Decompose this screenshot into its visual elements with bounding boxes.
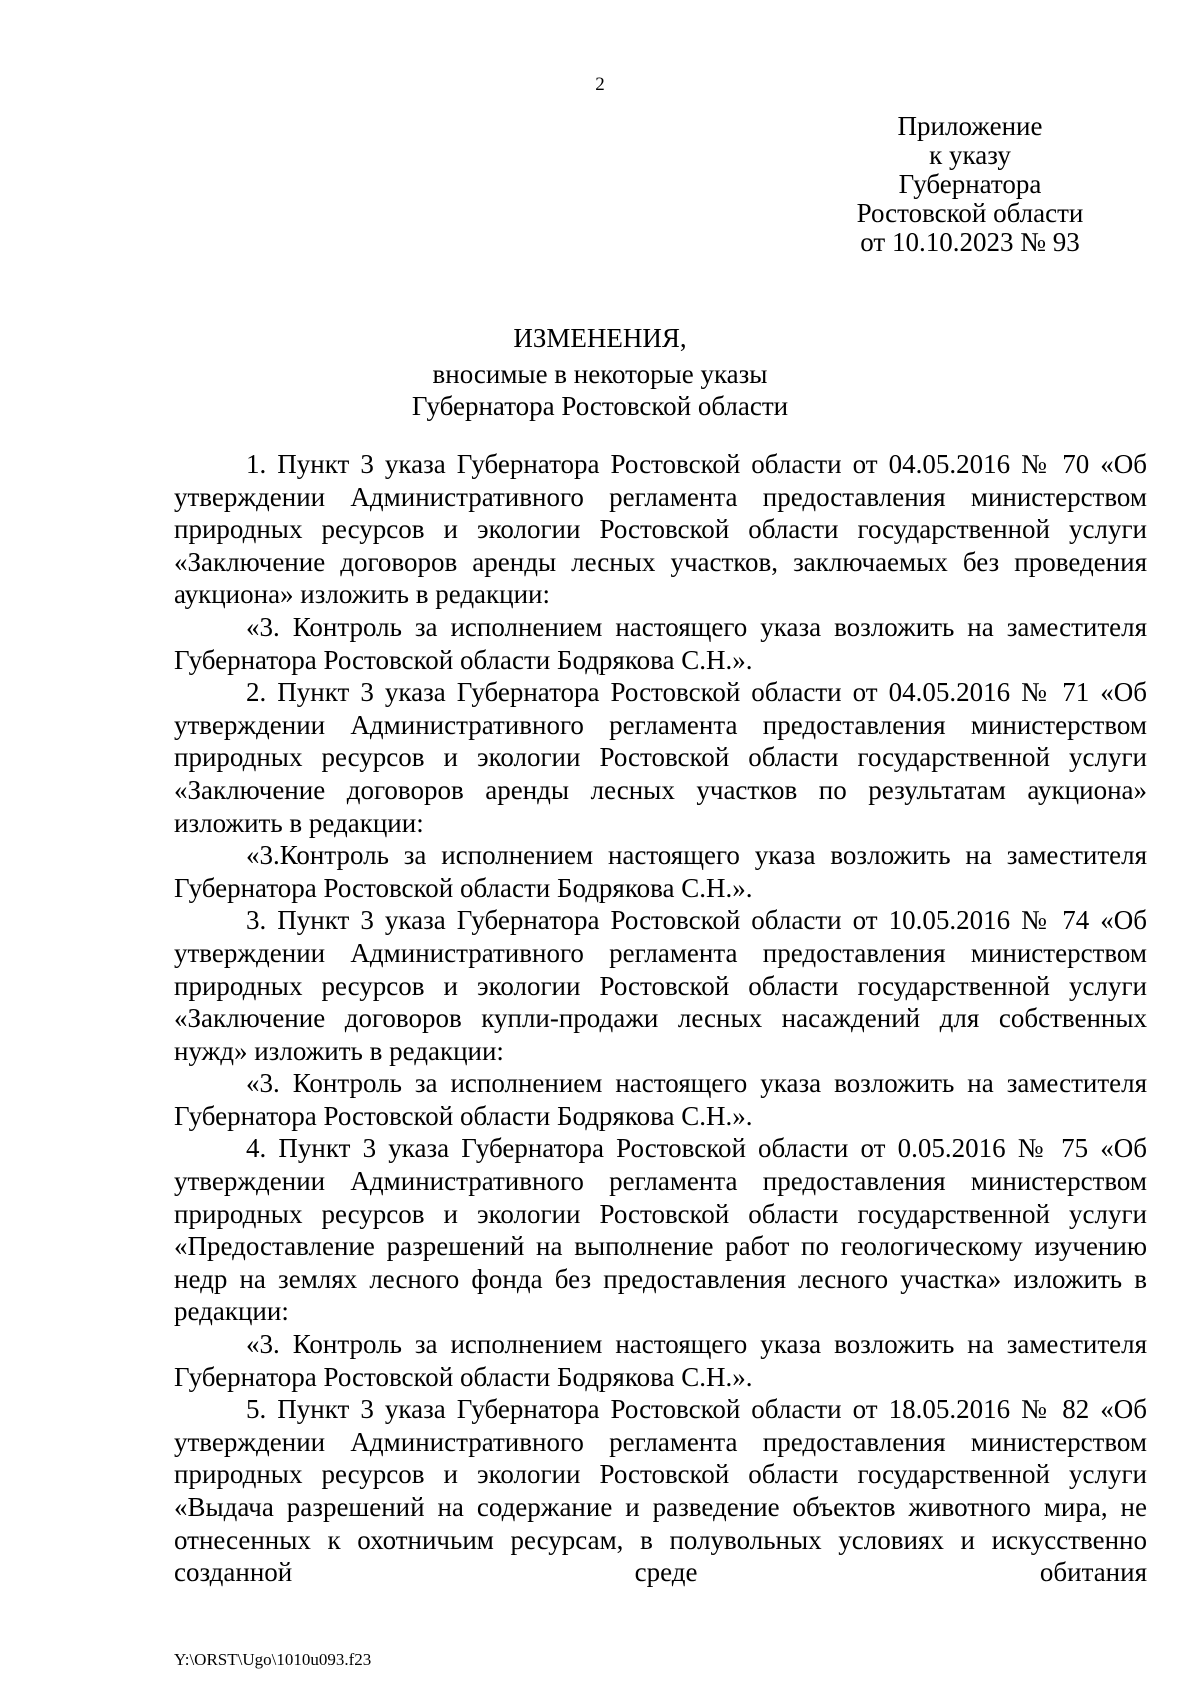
title-subtitle: Губернатора Ростовской области bbox=[411, 391, 789, 421]
appendix-line: Губернатора bbox=[898, 169, 1042, 199]
amendment-quote: «3. Контроль за исполнением настоящего указа возложить на заместителя Губернатора Ростовской области Бодрякова С.Н.». bbox=[174, 1068, 1147, 1131]
appendix-block bbox=[820, 112, 1120, 257]
appendix-line: Ростовской области bbox=[856, 198, 1084, 228]
appendix-date-number: от 10.10.2023 № 93 bbox=[860, 227, 1080, 257]
appendix-line: к указу bbox=[929, 140, 1011, 170]
amendment-paragraph: 5. Пункт 3 указа Губернатора Ростовской области от 18.05.2016 № 82 «Об утверждении Административного регламента предоставления министерством природных ресурсов и экологии Ростовской области государственной услуги «Выдача разрешений на содержание и разведение объектов животного мира, не отнесенных к охотничьим ресурсам, в полувольных условиях и искусственно созданной среде обитания bbox=[174, 1394, 1147, 1588]
appendix-line: Приложение bbox=[897, 111, 1043, 141]
amendment-paragraph: 2. Пункт 3 указа Губернатора Ростовской области от 04.05.2016 № 71 «Об утверждении Административного регламента предоставления министерством природных ресурсов и экологии Ростовской области государственной услуги «Заключение договоров аренды лесных участков по результатам аукциона» изложить в редакции: bbox=[174, 677, 1147, 838]
amendment-quote: «3. Контроль за исполнением настоящего указа возложить на заместителя Губернатора Ростовской области Бодрякова С.Н.». bbox=[174, 611, 1147, 675]
amendment-paragraph: 3. Пункт 3 указа Губернатора Ростовской области от 10.05.2016 № 74 «Об утверждении Административного регламента предоставления министерством природных ресурсов и экологии Ростовской области государственной услуги «Заключение договоров купли-продажи лесных насаждений для собственных нужд» изложить в редакции: bbox=[174, 905, 1147, 1066]
amendment-quote: «3.Контроль за исполнением настоящего указа возложить на заместителя Губернатора Ростовской области Бодрякова С.Н.». bbox=[174, 840, 1147, 903]
document-body bbox=[174, 448, 1147, 1589]
document-title bbox=[0, 322, 1200, 422]
amendment-quote: «3. Контроль за исполнением настоящего указа возложить на заместителя Губернатора Ростовской области Бодрякова С.Н.». bbox=[174, 1329, 1147, 1392]
amendment-paragraph: 4. Пункт 3 указа Губернатора Ростовской области от 0.05.2016 № 75 «Об утверждении Административного регламента предоставления министерством природных ресурсов и экологии Ростовской области государственной услуги «Предоставление разрешений на выполнение работ по геологическому изучению недр на землях лесного фонда без предоставления лесного участка» изложить в редакции: bbox=[174, 1133, 1147, 1327]
page-number: 2 bbox=[595, 74, 605, 95]
file-path-footer: Y:\ORST\Ugo\1010u093.f23 bbox=[174, 1650, 372, 1669]
title-subtitle: вносимые в некоторые указы bbox=[432, 359, 768, 389]
title-heading: ИЗМЕНЕНИЯ, bbox=[513, 323, 687, 353]
amendment-paragraph: 1. Пункт 3 указа Губернатора Ростовской области от 04.05.2016 № 70 «Об утверждении Административного регламента предоставления министерством природных ресурсов и экологии Ростовской области государственной услуги «Заключение договоров аренды лесных участков, заключаемых без проведения аукциона» изложить в редакции: bbox=[174, 449, 1147, 610]
